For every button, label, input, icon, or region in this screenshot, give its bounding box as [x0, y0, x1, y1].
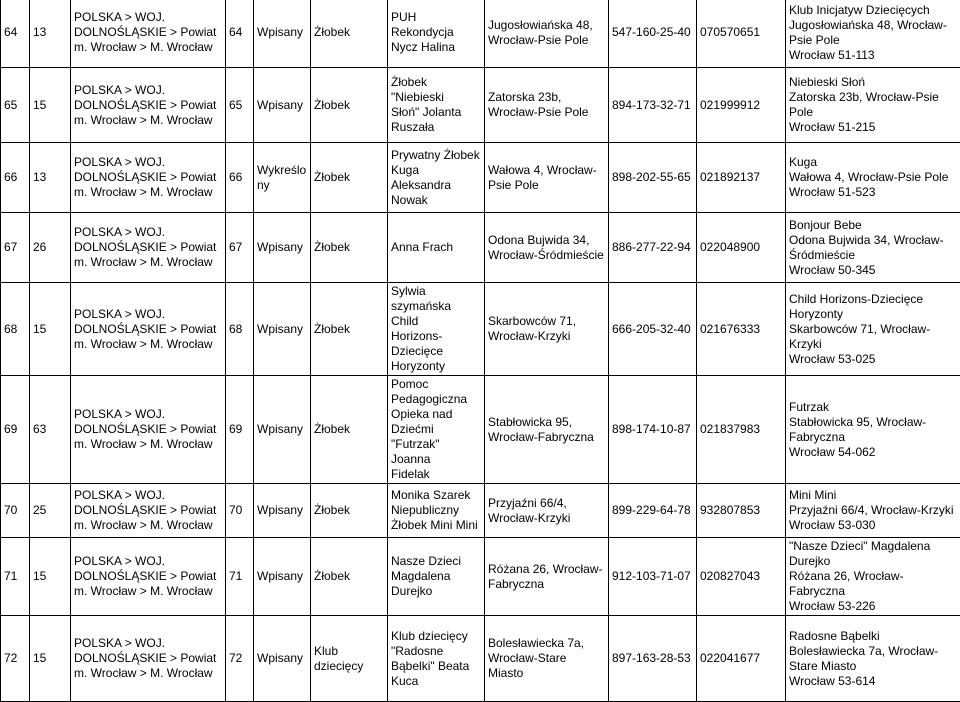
name-cell	[388, 143, 485, 213]
owner-cell-line: Horyzonty	[789, 307, 957, 322]
regon-cell	[697, 143, 786, 213]
region-cell	[71, 283, 226, 376]
owner-cell	[786, 376, 960, 484]
region-cell-line: DOLNOŚLĄSKIE > Powiat	[74, 170, 222, 185]
row-number-line: 65	[4, 98, 26, 113]
entry-id-line: 67	[229, 240, 250, 255]
type-cell-line: dziecięcy	[314, 659, 384, 674]
address-cell	[485, 0, 609, 68]
owner-cell-line: "Nasze Dzieci" Magdalena	[789, 539, 957, 554]
type-cell	[311, 538, 388, 616]
table-row	[1, 213, 960, 283]
status-cell	[254, 213, 311, 283]
nip-cell-line: 912-103-71-07	[612, 569, 693, 584]
owner-cell-line: Wrocław 54-062	[789, 445, 957, 460]
row-code-line: 15	[33, 98, 67, 113]
address-cell-line: Przyjaźni 66/4,	[488, 496, 605, 511]
name-cell-line: Horizons-	[391, 329, 481, 344]
nip-cell-line: 899-229-64-78	[612, 503, 693, 518]
name-cell-line: Kuca	[391, 674, 481, 689]
nip-cell	[609, 616, 697, 702]
name-cell-line: Prywatny Żłobek	[391, 148, 481, 163]
name-cell-line: szymańska Child	[391, 299, 481, 329]
regon-cell-line: 021892137	[700, 170, 782, 185]
region-cell-line: m. Wrocław > M. Wrocław	[74, 113, 222, 128]
status-cell-line: Wpisany	[257, 25, 307, 40]
region-cell	[71, 0, 226, 68]
entry-id-line: 65	[229, 98, 250, 113]
name-cell	[388, 68, 485, 143]
nip-cell-line: 898-202-55-65	[612, 170, 693, 185]
row-number-line: 67	[4, 240, 26, 255]
region-cell-line: POLSKA > WOJ.	[74, 225, 222, 240]
row-number-line: 70	[4, 503, 26, 518]
nip-cell-line: 897-163-28-53	[612, 651, 693, 666]
region-cell-line: POLSKA > WOJ.	[74, 307, 222, 322]
name-cell	[388, 283, 485, 376]
entry-id-line: 64	[229, 25, 250, 40]
row-number-line: 68	[4, 322, 26, 337]
status-cell	[254, 616, 311, 702]
name-cell-line: Opieka nad	[391, 407, 481, 422]
nip-cell-line: 666-205-32-40	[612, 322, 693, 337]
nip-cell	[609, 538, 697, 616]
name-cell-line: Sylwia	[391, 284, 481, 299]
nip-cell	[609, 376, 697, 484]
address-cell	[485, 213, 609, 283]
address-cell	[485, 484, 609, 538]
entry-id-line: 66	[229, 170, 250, 185]
row-code	[30, 376, 71, 484]
status-cell	[254, 283, 311, 376]
owner-cell-line: Psie Pole	[789, 33, 957, 48]
row-code	[30, 616, 71, 702]
type-cell-line: Żłobek	[314, 569, 384, 584]
nip-cell	[609, 143, 697, 213]
address-cell-line: Wrocław-Krzyki	[488, 511, 605, 526]
owner-cell-line: Krzyki	[789, 337, 957, 352]
table-row	[1, 484, 960, 538]
table-row	[1, 0, 960, 68]
name-cell-line: "Futrzak" Joanna	[391, 437, 481, 467]
row-number	[1, 68, 30, 143]
status-cell-line: Wpisany	[257, 322, 307, 337]
row-number	[1, 538, 30, 616]
regon-cell	[697, 538, 786, 616]
owner-cell-line: Wrocław 51-523	[789, 185, 957, 200]
region-cell-line: POLSKA > WOJ.	[74, 636, 222, 651]
regon-cell	[697, 68, 786, 143]
type-cell	[311, 484, 388, 538]
name-cell-line: Dziecięce	[391, 344, 481, 359]
name-cell-line: Pedagogiczna	[391, 392, 481, 407]
type-cell	[311, 143, 388, 213]
name-cell-line: Ruszała	[391, 120, 481, 135]
type-cell	[311, 213, 388, 283]
region-cell-line: m. Wrocław > M. Wrocław	[74, 584, 222, 599]
owner-cell-line: Stare Miasto	[789, 659, 957, 674]
row-code	[30, 143, 71, 213]
table-row	[1, 283, 960, 376]
owner-cell-line: Wałowa 4, Wrocław-Psie Pole	[789, 170, 957, 185]
entry-id-line: 72	[229, 651, 250, 666]
row-code-line: 13	[33, 170, 67, 185]
name-cell-line: Horyzonty	[391, 359, 481, 374]
region-cell-line: DOLNOŚLĄSKIE > Powiat	[74, 240, 222, 255]
name-cell-line: Durejko	[391, 584, 481, 599]
region-cell-line: DOLNOŚLĄSKIE > Powiat	[74, 503, 222, 518]
owner-cell-line: Przyjaźni 66/4, Wrocław-Krzyki	[789, 503, 957, 518]
row-number	[1, 213, 30, 283]
row-code	[30, 0, 71, 68]
address-cell-line: Wrocław-Krzyki	[488, 329, 605, 344]
name-cell-line: "Radosne	[391, 644, 481, 659]
row-number-line: 72	[4, 651, 26, 666]
regon-cell-line: 021837983	[700, 422, 782, 437]
owner-cell	[786, 484, 960, 538]
status-cell	[254, 484, 311, 538]
owner-cell-line: Mini Mini	[789, 488, 957, 503]
status-cell	[254, 376, 311, 484]
type-cell-line: Klub	[314, 644, 384, 659]
owner-cell-line: Wrocław 53-025	[789, 352, 957, 367]
entry-id	[226, 538, 254, 616]
name-cell	[388, 484, 485, 538]
address-cell-line: Odona Bujwida 34,	[488, 233, 605, 248]
region-cell-line: m. Wrocław > M. Wrocław	[74, 666, 222, 681]
name-cell-line: Żłobek Mini Mini	[391, 518, 481, 533]
name-cell-line: Słoń" Jolanta	[391, 105, 481, 120]
region-cell-line: DOLNOŚLĄSKIE > Powiat	[74, 25, 222, 40]
address-cell-line: Bolesławiecka 7a,	[488, 636, 605, 651]
region-cell-line: POLSKA > WOJ.	[74, 155, 222, 170]
owner-cell	[786, 68, 960, 143]
nip-cell	[609, 213, 697, 283]
owner-cell-line: Zatorska 23b, Wrocław-Psie	[789, 90, 957, 105]
address-cell-line: Skarbowców 71,	[488, 314, 605, 329]
row-code-line: 26	[33, 240, 67, 255]
region-cell	[71, 213, 226, 283]
entry-id-line: 68	[229, 322, 250, 337]
region-cell	[71, 143, 226, 213]
owner-cell-line: Futrzak	[789, 400, 957, 415]
type-cell-line: Żłobek	[314, 170, 384, 185]
address-cell-line: Wrocław-Psie Pole	[488, 33, 605, 48]
row-number-line: 69	[4, 422, 26, 437]
status-cell-line: Wpisany	[257, 651, 307, 666]
status-cell	[254, 538, 311, 616]
address-cell	[485, 68, 609, 143]
regon-cell	[697, 484, 786, 538]
status-cell-line: Wpisany	[257, 98, 307, 113]
nip-cell	[609, 68, 697, 143]
row-code	[30, 538, 71, 616]
status-cell-line: Wpisany	[257, 569, 307, 584]
address-cell-line: Fabryczna	[488, 577, 605, 592]
type-cell	[311, 616, 388, 702]
address-cell	[485, 283, 609, 376]
row-number	[1, 0, 30, 68]
row-code	[30, 68, 71, 143]
owner-cell-line: Child Horizons-Dziecięce	[789, 292, 957, 307]
region-cell-line: m. Wrocław > M. Wrocław	[74, 437, 222, 452]
region-cell-line: m. Wrocław > M. Wrocław	[74, 518, 222, 533]
entry-id-line: 71	[229, 569, 250, 584]
region-cell-line: POLSKA > WOJ.	[74, 83, 222, 98]
regon-cell-line: 021676333	[700, 322, 782, 337]
regon-cell	[697, 376, 786, 484]
entry-id	[226, 0, 254, 68]
name-cell-line: Żłobek "Niebieski	[391, 75, 481, 105]
owner-cell-line: Odona Bujwida 34, Wrocław-	[789, 233, 957, 248]
regon-cell	[697, 283, 786, 376]
owner-cell-line: Wrocław 50-345	[789, 263, 957, 278]
owner-cell	[786, 0, 960, 68]
entry-id-line: 69	[229, 422, 250, 437]
regon-cell	[697, 213, 786, 283]
table-row	[1, 538, 960, 616]
address-cell	[485, 143, 609, 213]
row-number-line: 66	[4, 170, 26, 185]
name-cell	[388, 376, 485, 484]
row-number	[1, 616, 30, 702]
owner-cell-line: Wrocław 51-215	[789, 120, 957, 135]
type-cell	[311, 376, 388, 484]
owner-cell-line: Niebieski Słoń	[789, 75, 957, 90]
row-code-line: 15	[33, 569, 67, 584]
status-cell	[254, 68, 311, 143]
name-cell-line: Nasze Dzieci	[391, 554, 481, 569]
name-cell	[388, 0, 485, 68]
status-cell-line: ny	[257, 178, 307, 193]
owner-cell-line: Wrocław 53-030	[789, 518, 957, 533]
owner-cell	[786, 213, 960, 283]
row-number	[1, 376, 30, 484]
table-row	[1, 616, 960, 702]
address-cell-line: Wrocław-Fabryczna	[488, 430, 605, 445]
type-cell	[311, 283, 388, 376]
nip-cell	[609, 0, 697, 68]
region-cell-line: m. Wrocław > M. Wrocław	[74, 255, 222, 270]
address-cell-line: Zatorska 23b,	[488, 90, 605, 105]
address-cell-line: Wrocław-Śródmieście	[488, 248, 605, 263]
owner-cell-line: Pole	[789, 105, 957, 120]
address-cell-line: Wrocław-Stare Miasto	[488, 651, 605, 681]
owner-cell-line: Skarbowców 71, Wrocław-	[789, 322, 957, 337]
owner-cell-line: Bonjour Bebe	[789, 218, 957, 233]
owner-cell-line: Bolesławiecka 7a, Wrocław-	[789, 644, 957, 659]
region-cell-line: DOLNOŚLĄSKIE > Powiat	[74, 569, 222, 584]
row-code	[30, 213, 71, 283]
row-code-line: 15	[33, 651, 67, 666]
region-cell	[71, 376, 226, 484]
nip-cell-line: 547-160-25-40	[612, 25, 693, 40]
regon-cell	[697, 616, 786, 702]
type-cell-line: Żłobek	[314, 98, 384, 113]
row-code-line: 13	[33, 25, 67, 40]
type-cell-line: Żłobek	[314, 422, 384, 437]
owner-cell	[786, 616, 960, 702]
entry-id	[226, 68, 254, 143]
owner-cell-line: Śródmieście	[789, 248, 957, 263]
address-cell-line: Jugosłowiańska 48,	[488, 18, 605, 33]
address-cell	[485, 376, 609, 484]
name-cell-line: Niepubliczny	[391, 503, 481, 518]
owner-cell-line: Wrocław 53-226	[789, 599, 957, 614]
nip-cell-line: 898-174-10-87	[612, 422, 693, 437]
region-cell-line: m. Wrocław > M. Wrocław	[74, 185, 222, 200]
status-cell	[254, 143, 311, 213]
region-cell-line: m. Wrocław > M. Wrocław	[74, 40, 222, 55]
owner-cell	[786, 143, 960, 213]
table-row	[1, 143, 960, 213]
name-cell-line: Anna Frach	[391, 240, 481, 255]
owner-cell-line: Klub Inicjatyw Dziecięcych	[789, 3, 957, 18]
row-code-line: 25	[33, 503, 67, 518]
address-cell-line: Wałowa 4, Wrocław-	[488, 163, 605, 178]
owner-cell-line: Wrocław 51-113	[789, 48, 957, 63]
type-cell-line: Żłobek	[314, 240, 384, 255]
name-cell-line: PUH Rekondycja	[391, 10, 481, 40]
type-cell	[311, 0, 388, 68]
address-cell-line: Psie Pole	[488, 178, 605, 193]
status-cell-line: Wpisany	[257, 240, 307, 255]
status-cell	[254, 0, 311, 68]
owner-cell-line: Stabłowicka 95, Wrocław-	[789, 415, 957, 430]
owner-cell-line: Durejko	[789, 554, 957, 569]
region-cell	[71, 538, 226, 616]
name-cell	[388, 616, 485, 702]
owner-cell	[786, 283, 960, 376]
region-cell-line: m. Wrocław > M. Wrocław	[74, 337, 222, 352]
name-cell-line: Klub dziecięcy	[391, 629, 481, 644]
row-code-line: 63	[33, 422, 67, 437]
address-cell-line: Stabłowicka 95,	[488, 415, 605, 430]
nip-cell	[609, 283, 697, 376]
region-cell-line: POLSKA > WOJ.	[74, 554, 222, 569]
entry-id	[226, 376, 254, 484]
name-cell-line: Dziećmi	[391, 422, 481, 437]
status-cell-line: Wpisany	[257, 503, 307, 518]
name-cell	[388, 538, 485, 616]
type-cell-line: Żłobek	[314, 322, 384, 337]
name-cell-line: Magdalena	[391, 569, 481, 584]
row-number	[1, 143, 30, 213]
row-code	[30, 283, 71, 376]
entry-id	[226, 143, 254, 213]
region-cell-line: POLSKA > WOJ.	[74, 10, 222, 25]
row-number	[1, 283, 30, 376]
nip-cell-line: 886-277-22-94	[612, 240, 693, 255]
region-cell-line: DOLNOŚLĄSKIE > Powiat	[74, 322, 222, 337]
regon-cell-line: 021999912	[700, 98, 782, 113]
name-cell-line: Kuga Aleksandra	[391, 163, 481, 193]
owner-cell-line: Radosne Bąbelki	[789, 629, 957, 644]
address-cell-line: Wrocław-Psie Pole	[488, 105, 605, 120]
owner-cell-line: Wrocław 53-614	[789, 674, 957, 689]
entry-id	[226, 283, 254, 376]
name-cell-line: Bąbelki" Beata	[391, 659, 481, 674]
row-number	[1, 484, 30, 538]
region-cell-line: DOLNOŚLĄSKIE > Powiat	[74, 651, 222, 666]
region-cell	[71, 484, 226, 538]
name-cell-line: Fidelak	[391, 467, 481, 482]
nip-cell-line: 894-173-32-71	[612, 98, 693, 113]
table-body	[1, 0, 960, 702]
owner-cell-line: Kuga	[789, 155, 957, 170]
status-cell-line: Wpisany	[257, 422, 307, 437]
regon-cell-line: 022048900	[700, 240, 782, 255]
name-cell-line: Monika Szarek	[391, 488, 481, 503]
region-cell	[71, 68, 226, 143]
regon-cell-line: 932807853	[700, 503, 782, 518]
entry-id-line: 70	[229, 503, 250, 518]
table-row	[1, 376, 960, 484]
row-number-line: 71	[4, 569, 26, 584]
owner-cell-line: Fabryczna	[789, 430, 957, 445]
regon-cell-line: 070570651	[700, 25, 782, 40]
type-cell-line: Żłobek	[314, 503, 384, 518]
owner-cell-line: Jugosłowiańska 48, Wrocław-	[789, 18, 957, 33]
regon-cell-line: 020827043	[700, 569, 782, 584]
name-cell-line: Nycz Halina	[391, 40, 481, 55]
address-cell	[485, 616, 609, 702]
regon-cell	[697, 0, 786, 68]
name-cell-line: Pomoc	[391, 377, 481, 392]
owner-cell-line: Różana 26, Wrocław-Fabryczna	[789, 569, 957, 599]
region-cell	[71, 616, 226, 702]
name-cell-line: Nowak	[391, 193, 481, 208]
row-code	[30, 484, 71, 538]
nip-cell	[609, 484, 697, 538]
entry-id	[226, 213, 254, 283]
entry-id	[226, 616, 254, 702]
table-row	[1, 68, 960, 143]
region-cell-line: POLSKA > WOJ.	[74, 488, 222, 503]
address-cell	[485, 538, 609, 616]
row-code-line: 15	[33, 322, 67, 337]
status-cell-line: Wykreślo	[257, 163, 307, 178]
region-cell-line: DOLNOŚLĄSKIE > Powiat	[74, 422, 222, 437]
region-cell-line: DOLNOŚLĄSKIE > Powiat	[74, 98, 222, 113]
regon-cell-line: 022041677	[700, 651, 782, 666]
name-cell	[388, 213, 485, 283]
type-cell-line: Żłobek	[314, 25, 384, 40]
region-cell-line: POLSKA > WOJ.	[74, 407, 222, 422]
address-cell-line: Różana 26, Wrocław-	[488, 562, 605, 577]
type-cell	[311, 68, 388, 143]
entry-id	[226, 484, 254, 538]
row-number-line: 64	[4, 25, 26, 40]
owner-cell	[786, 538, 960, 616]
